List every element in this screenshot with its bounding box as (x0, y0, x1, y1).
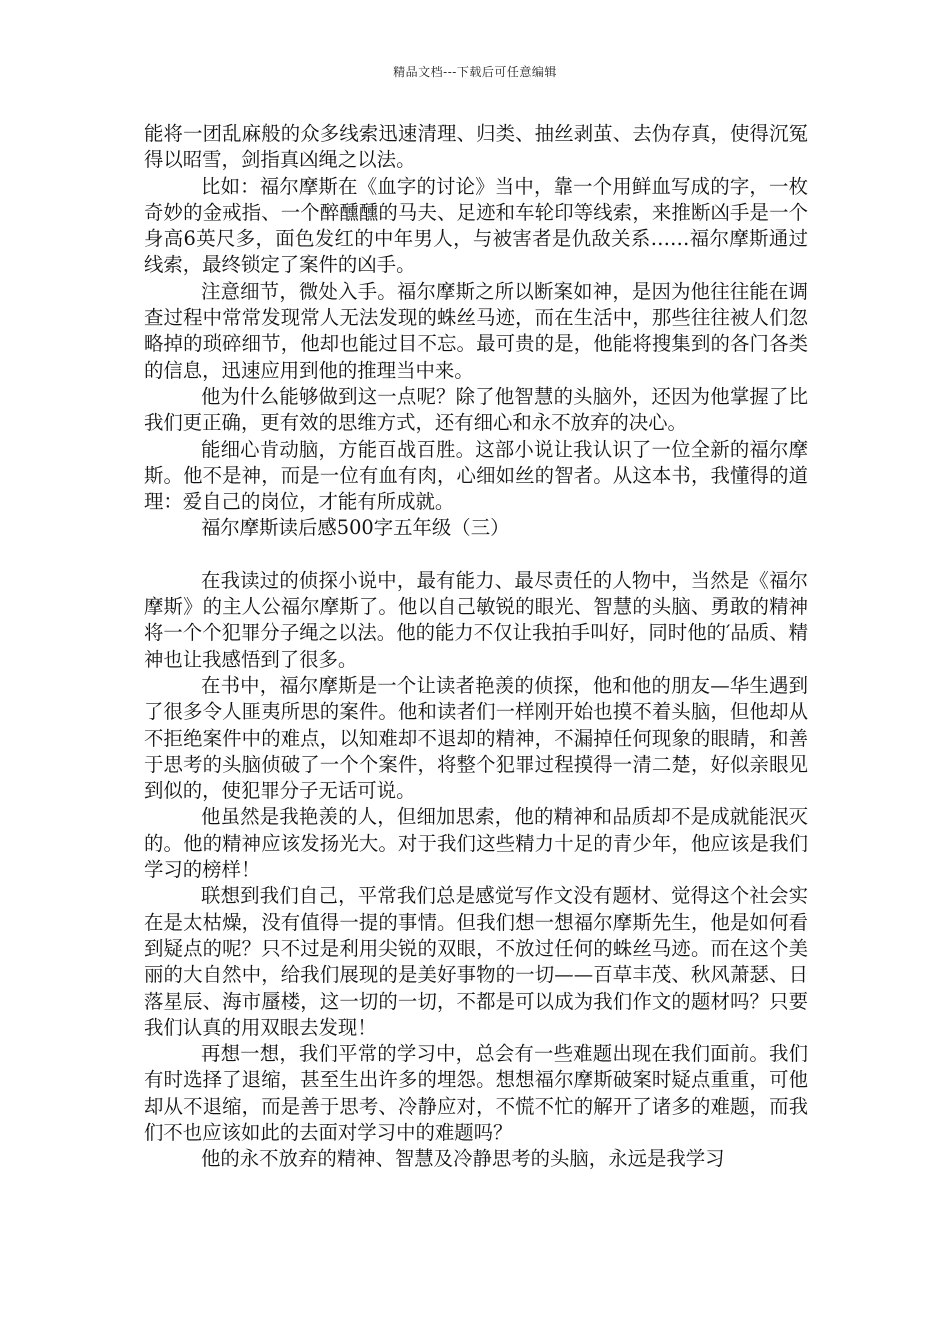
paragraph: 比如：福尔摩斯在《血字的讨论》当中，靠一个用鲜血写成的字，一枚奇妙的金戒指、一个醉醺醺的马夫、足迹和车轮印等线索，来推断凶手是一个身高6英尺多，面色发红的中年男人，与被害者是仇敌关系……福尔摩斯通过线索，最终锁定了案件的凶手。 (144, 174, 808, 277)
page-header: 精品文档---下载后可任意编辑 (393, 65, 557, 79)
section-title: 福尔摩斯读后感500字五年级（三） (201, 516, 510, 540)
document-body (144, 121, 808, 1173)
paragraph: 再想一想，我们平常的学习中，总会有一些难题出现在我们面前。我们有时选择了退缩，甚至生出许多的埋怨。想想福尔摩斯破案时疑点重重，可他却从不退缩，而是善于思考、冷静应对，不慌不忙的解开了诸多的难题，而我们不也应该如此的去面对学习中的难题吗？ (144, 1042, 808, 1144)
paragraph: 联想到我们自己，平常我们总是感觉写作文没有题材、觉得这个社会实在是太枯燥，没有值得一提的事情。但我们想一想福尔摩斯先生，他是如何看到疑点的呢？只不过是利用尖锐的双眼，不放过任何的蛛丝马迹。而在这个美丽的大自然中，给我们展现的是美好事物的一切——百草丰茂、秋风萧瑟、日落星辰、海市蜃楼，这一切的一切，不都是可以成为我们作文的题材吗？只要我们认真的用双眼去发现！ (144, 884, 808, 1039)
paragraph: 能细心肯动脑，方能百战百胜。这部小说让我认识了一位全新的福尔摩斯。他不是神，而是一位有血有肉，心细如丝的智者。从这本书，我懂得的道理：爱自己的岗位，才能有所成就。 (144, 437, 808, 514)
paragraph: 在我读过的侦探小说中，最有能力、最尽责任的人物中，当然是《福尔摩斯》的主人公福尔摩斯了。他以自己敏锐的眼光、智慧的头脑、勇敢的精神将一个个犯罪分子绳之以法。他的能力不仅让我拍手叫好，同时他的′品质、精神也让我感悟到了很多。 (144, 568, 808, 671)
paragraph: 他虽然是我艳羡的人，但细加思索，他的精神和品质却不是成就能泯灭的。他的精神应该发扬光大。对于我们这些精力十足的青少年，他应该是我们学习的榜样！ (144, 805, 808, 882)
blank-line (144, 542, 808, 568)
paragraph: 他为什么能够做到这一点呢？除了他智慧的头脑外，还因为他掌握了比我们更正确，更有效的思维方式，还有细心和永不放弃的决心。 (144, 384, 808, 435)
paragraph-continued: 能将一团乱麻般的众多线索迅速清理、归类、抽丝剥茧、去伪存真，使得沉冤得以昭雪，剑指真凶绳之以法。 (144, 122, 808, 172)
paragraph: 注意细节，微处入手。福尔摩斯之所以断案如神，是因为他往往能在调查过程中常常发现常人无法发现的蛛丝马迹，而在生活中，那些往往被人们忽略掉的琐碎细节，他却也能过目不忘。最可贵的是，他能将搜集到的各门各类的信息，迅速应用到他的推理当中来。 (144, 279, 808, 382)
paragraph-truncated: 他的永不放弃的精神、智慧及冷静思考的头脑，永远是我学习 (201, 1147, 725, 1171)
paragraph: 在书中，福尔摩斯是一个让读者艳羡的侦探，他和他的朋友—华生遇到了很多令人匪夷所思的案件。他和读者们一样刚开始也摸不着头脑，但他却从不拒绝案件中的难点，以知难却不退却的精神，不漏掉任何现象的眼睛，和善于思考的头脑侦破了一个个案件，将整个犯罪过程摸得一清二楚，好似亲眼见到似的，使犯罪分子无话可说。 (144, 673, 808, 803)
